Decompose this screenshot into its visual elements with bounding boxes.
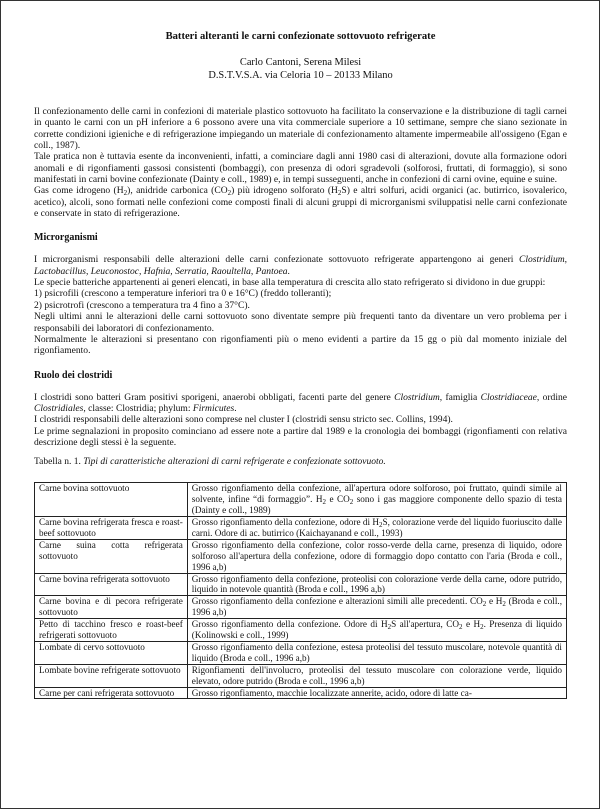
table-cell-description: Grosso rigonfiamento della confezione, color rosso-verde della carne, presenza di liquido, odore solforoso all'apertura della confezione, odore di formaggio dopo contatto con l'aria (Broda e coll., 1996 a,b) — [187, 539, 566, 573]
table-cell-product: Carne suina cotta refrigerata sottovuoto — [35, 539, 188, 573]
table-row — [35, 641, 567, 664]
microrganismi-list-item-2: 2) psicrotrofi (crescono a temperatura tra 4 fino a 37°C). — [34, 299, 250, 311]
table-cell-product: Petto di tacchino fresco e roast-beef refrigerati sottovuoto — [35, 619, 188, 642]
table-cell-description: Grosso rigonfiamento, macchie localizzate annerite, acido, odore di latte ca- — [187, 687, 566, 699]
alterations-table — [34, 482, 567, 699]
table-row — [35, 516, 567, 539]
microrganismi-list-item-1: 1) psicrofili (crescono a temperature inferiori tra 0 e 16°C) (freddo tolleranti); — [34, 288, 332, 300]
table-cell-product: Carne per cani refrigerata sottovuoto — [35, 687, 188, 699]
intro-paragraph-1: Il confezionamento delle carni in confezioni di materiale plastico sottovuoto ha facilitato la conservazione e la distribuzione di tagli carnei in quanto le carni con un pH inferiore a 6 possono avere una vita commerciale superiore a 10 settimane, sempre che siano sezionate in corrette condizioni igieniche e di refrigerazione impiegando un materiale di confezionamento altamente impermeabile all'ossigeno (Egan e coll., 1987). — [34, 106, 567, 152]
table-caption: Tabella n. 1. Tipi di caratteristiche alterazioni di carni refrigerate e confezionate sottovuoto. — [34, 457, 386, 468]
table-cell-product: Lombate bovine refrigerate sottovuoto — [35, 664, 188, 687]
section-heading-microrganismi: Microrganismi — [34, 232, 98, 244]
microrganismi-paragraph-4: Normalmente le alterazioni si presentano con rigonfiamenti più o meno evidenti a partire da 15 gg o più dal momento iniziale del rigonfiamento. — [34, 333, 567, 357]
microrganismi-paragraph-2: Le specie batteriche appartenenti ai generi elencati, in base alla temperatura di crescita allo stato refrigerato si dividono in due gruppi: — [34, 277, 546, 289]
table-cell-product: Carne bovina e di pecora refrigerate sottovuoto — [35, 596, 188, 619]
clostridi-paragraph-1: I clostridi sono batteri Gram positivi sporigeni, anaerobi obbligati, facenti parte del genere Clostridium, famiglia Clostridiaceae, ordine Clostridiales, classe: Clostridia; phylum: Firmicutes. — [34, 391, 567, 414]
intro-paragraph-2: Tale pratica non è tuttavia esente da inconvenienti, infatti, a cominciare dagli anni 1980 casi di alterazioni, dovute alla formazione odori anomali e di rigonfiamenti gassosi consistenti (bombaggi), con presenza di odori sgradevoli (solforosi, fruttati, di formaggio), si sono manifestati in carni bovine confezionate (Dainty e coll., 1989) e, in tempi susseguenti, anche in confezioni di carni ovine, equine e suine. — [34, 151, 567, 186]
table-cell-description: Grosso rigonfiamento della confezione e alterazioni simili alle precedenti. $CO_2$ e $H_2$ (Broda e coll., 1996 a,b) — [187, 596, 566, 619]
table-cell-description: Grosso rigonfiamento della confezione, all'apertura odore solforoso, poi fruttato, quindi simile al solvente, infine “di formaggio”. $H_2$ e $CO_2$ sono i gas maggiore componente dello spazio di testa (Dainty e coll., 1989) — [187, 483, 566, 517]
table-row — [35, 664, 567, 687]
table-cell-description: Grosso rigonfiamento della confezione, proteolisi con colorazione verde della carne, odore putrido, liquido in notevole quantità (Broda e coll., 1996 a,b) — [187, 573, 566, 596]
table-cell-product: Lombate di cervo sottovuoto — [35, 641, 188, 664]
table-cell-product: Carne bovina refrigerata fresca e roast-beef sottovuoto — [35, 516, 188, 539]
table-row — [35, 483, 567, 517]
table-cell-product: Carne bovina sottovuoto — [35, 483, 188, 517]
section-heading-clostridi: Ruolo dei clostridi — [34, 369, 113, 381]
table-row — [35, 687, 567, 699]
table-row — [35, 539, 567, 573]
microrganismi-paragraph-1: I microrganismi responsabili delle alterazioni delle carni confezionate sottovuoto refrigerate appartengono ai generi Clostridium, Lactobacillus, Leuconostoc, Hafnia, Serratia, Raoultella, Pantoea. — [34, 254, 567, 277]
table-row — [35, 596, 567, 619]
intro-paragraph-3: Gas come idrogeno $(H_2)$, anidride carbonica $(CO_2)$ più idrogeno solforato $(H_2S)$ e altri solfuri, acidi organici (ac. butirrico, isovalerico, acetico), alcoli, sono formati nelle confezioni come composti finali di alcuni gruppi di microrganismi sviluppatisi nelle carni confezionate e conservate in stato di refrigerazione. — [34, 185, 567, 220]
clostridi-paragraph-3: Le prime segnalazioni in proposito cominciano ad essere note a partire dal 1989 e la cronologia dei bombaggi (rigonfiamenti con relativa descrizione degli stessi è la seguente. — [34, 425, 567, 448]
table-cell-product: Carne bovina refrigerata sottovuoto — [35, 573, 188, 596]
paper-authors: Carlo Cantoni, Serena Milesi — [239, 57, 362, 68]
table-cell-description: Grosso rigonfiamento della confezione, odore di $H_2S$, colorazione verde del liquido fuoriuscito dalle carni. Odore di ac. butirrico (Kaichayanand e coll., 1993) — [187, 516, 566, 539]
table-cell-description: Rigonfiamenti dell'involucro, proteolisi del tessuto muscolare con colorazione verde, liquido elevato, odore putrido (Broda e coll., 1996 a,b) — [187, 664, 566, 687]
table-row — [35, 619, 567, 642]
clostridi-paragraph-2: I clostridi responsabili delle alterazioni sono comprese nel cluster I (clostridi sensu stricto sec. Collins, 1994). — [34, 414, 453, 426]
table-row — [35, 573, 567, 596]
table-cell-description: Grosso rigonfiamento della confezione. Odore di $H_2S$ all'apertura, $CO_2$ e $H_2$. Presenza di liquido (Kolinowski e coll., 1999) — [187, 619, 566, 642]
table-cell-description: Grosso rigonfiamento della confezione, estesa proteolisi del tessuto muscolare, notevole quantità di liquido (Broda e coll., 1996 a,b) — [187, 641, 566, 664]
paper-affiliation: D.S.T.V.S.A. via Celoria 10 – 20133 Milano — [208, 70, 393, 81]
paper-title: Batteri alteranti le carni confezionate sottovuoto refrigerate — [165, 31, 436, 42]
microrganismi-paragraph-3: Negli ultimi anni le alterazioni delle carni sottovuoto sono diventate sempre più frequenti tanto da diventare un vero problema per i responsabili dei laboratori di confezionamento. — [34, 311, 567, 334]
